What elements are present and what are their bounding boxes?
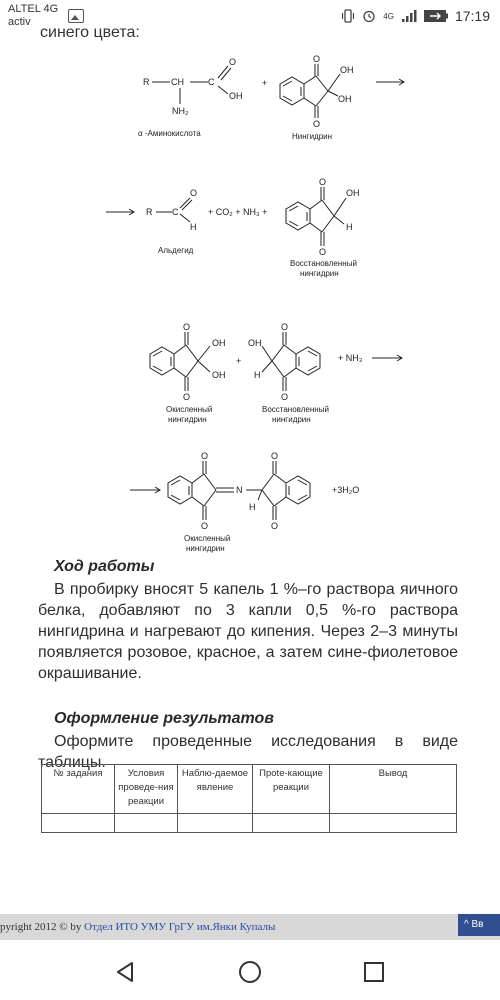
oh-label: OH xyxy=(229,91,243,101)
table-header-cell: Условия проведе-ния реакции xyxy=(115,765,178,814)
h-label: H xyxy=(249,502,256,512)
n-label: N xyxy=(236,485,243,495)
signal-icon xyxy=(401,9,417,23)
o-label: O xyxy=(271,521,279,531)
results-heading: Оформление результатов xyxy=(54,710,274,727)
aldehyde-caption: Альдегид xyxy=(158,246,194,255)
h-label: H xyxy=(346,222,353,232)
c-label: C xyxy=(172,207,179,217)
table-cell xyxy=(253,814,330,833)
h-label: H xyxy=(190,222,197,232)
table-header-cell: Наблю-даемое явление xyxy=(178,765,253,814)
site-footer xyxy=(0,914,500,940)
o-label: O xyxy=(281,392,289,402)
reduced-caption-2: нингидрин xyxy=(300,269,339,278)
back-icon[interactable] xyxy=(112,958,140,986)
o-label: O xyxy=(319,177,327,187)
reduced-caption-2: нингидрин xyxy=(272,415,311,424)
o-label: O xyxy=(183,322,191,332)
table-row xyxy=(42,814,457,833)
copyright-text: pyright 2012 © by xyxy=(0,921,85,933)
oh-label: OH xyxy=(340,65,354,75)
results-paragraph: Оформите проведенные исследования в виде таблицы. xyxy=(38,733,458,771)
oxidized-caption-1: Окисленный xyxy=(184,534,231,543)
c-label: C xyxy=(208,77,215,87)
r-group-label: R xyxy=(143,77,150,87)
oxidized-caption-1: Окисленный xyxy=(166,405,213,414)
amino-acid-caption: α -Аминокислота xyxy=(138,129,201,138)
carrier-line-2: activ xyxy=(8,16,31,28)
image-notification-icon xyxy=(68,9,84,23)
reaction-scheme xyxy=(0,34,500,564)
oxidized-caption-2: нингидрин xyxy=(168,415,207,424)
plus-sign: + xyxy=(236,356,242,366)
procedure-text xyxy=(38,579,458,684)
o-label: O xyxy=(183,392,191,402)
oh-label: OH xyxy=(248,338,262,348)
o-label: O xyxy=(313,119,321,129)
scroll-up-button[interactable]: ^ Вв xyxy=(458,914,500,936)
o-label: O xyxy=(201,521,209,531)
clock: 17:19 xyxy=(454,8,490,24)
water-label: +3H₂O xyxy=(332,485,360,495)
results-table xyxy=(41,764,457,833)
network-type: 4G xyxy=(383,11,394,21)
h-label: H xyxy=(254,370,261,380)
cut-off-text: синего цвета: xyxy=(40,24,140,41)
ninhydrin-caption: Нингидрин xyxy=(292,132,333,141)
status-icons xyxy=(341,8,490,24)
vibrate-icon xyxy=(341,9,355,23)
table-cell xyxy=(42,814,115,833)
table-header-row xyxy=(42,765,457,814)
o-label: O xyxy=(319,247,327,257)
recents-icon[interactable] xyxy=(360,958,388,986)
footer-link[interactable]: Отдел ИТО УМУ ГрГУ им.Янки Купалы xyxy=(84,921,276,933)
oxidized-caption-2: нингидрин xyxy=(186,544,225,553)
procedure-paragraph: В пробирку вносят 5 капель 1 %–го раствора яичного белка, добавляют по 3 капли 0,5 %-го раствора нингидрина и нагревают до кипения. Через 2–3 минуты появляется розовое, красное, а затем сине-фиолетовое окрашивание. xyxy=(38,581,458,682)
battery-icon xyxy=(424,10,448,22)
plus-sign: + xyxy=(262,78,268,88)
o-label: O xyxy=(271,451,279,461)
table-header-cell: № задания xyxy=(42,765,115,814)
o-label: O xyxy=(201,451,209,461)
o-label: O xyxy=(313,54,321,64)
navigation-bar xyxy=(0,940,500,1000)
o-label: O xyxy=(281,322,289,332)
oh-label: OH xyxy=(212,338,226,348)
reduced-caption-1: Восстановленный xyxy=(262,405,329,414)
oh-label: OH xyxy=(346,188,360,198)
ch-label: CH xyxy=(171,77,184,87)
nh3-label: + NH₃ xyxy=(338,353,363,363)
products-label: + CO₂ + NH₃ + xyxy=(208,207,268,217)
carrier-line-1: ALTEL 4G xyxy=(8,3,59,15)
oh-label: OH xyxy=(338,94,352,104)
table-cell xyxy=(115,814,178,833)
r-group-label: R xyxy=(146,207,153,217)
o-label: O xyxy=(190,188,198,198)
copyright xyxy=(0,921,275,933)
table-cell xyxy=(178,814,253,833)
nh2-label: NH₂ xyxy=(172,106,189,116)
table-cell xyxy=(330,814,457,833)
home-icon[interactable] xyxy=(236,958,264,986)
oh-label: OH xyxy=(212,370,226,380)
reduced-caption-1: Восстановленный xyxy=(290,259,357,268)
table-header-cell: Вывод xyxy=(330,765,457,814)
alarm-icon xyxy=(362,9,376,23)
procedure-heading: Ход работы xyxy=(54,558,155,575)
o-label: O xyxy=(229,57,237,67)
table-header-cell: Прote-кающие реакции xyxy=(253,765,330,814)
